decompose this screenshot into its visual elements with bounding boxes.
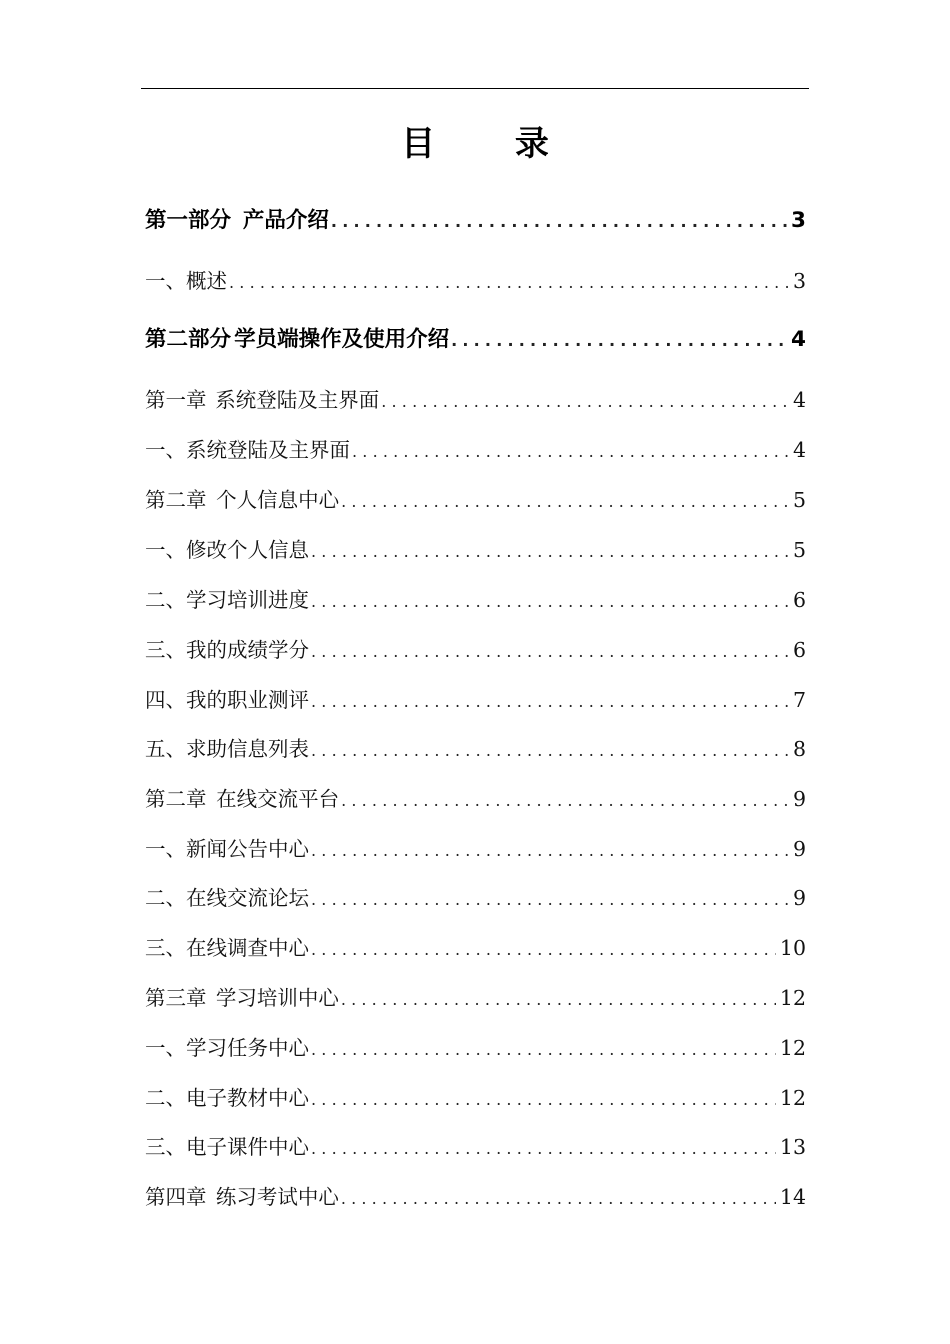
toc-entry[interactable] (145, 483, 806, 513)
toc-entry-title: 产品介绍 (242, 208, 329, 233)
toc-entry-title: 学习培训中心 (215, 986, 339, 1010)
toc-entry[interactable] (145, 832, 806, 862)
header-rule (141, 88, 809, 89)
toc-page-number: 12 (779, 986, 806, 1010)
dot-leader (311, 1090, 776, 1109)
dot-leader (311, 592, 788, 611)
toc-page-number: 9 (792, 787, 806, 811)
dot-leader (229, 273, 788, 292)
toc-page-number: 12 (779, 1086, 806, 1110)
toc-page-number: 3 (792, 269, 806, 293)
toc-page-number: 9 (792, 886, 806, 910)
toc-page-number: 6 (792, 588, 806, 612)
toc-entry-title: 一、修改个人信息 (145, 538, 309, 562)
toc-page-number: 6 (792, 638, 806, 662)
dot-leader (451, 331, 787, 350)
toc-entry[interactable] (145, 322, 806, 352)
dot-leader (311, 542, 788, 561)
toc-entry-title: 四、我的职业测评 (145, 688, 309, 712)
toc-entry[interactable] (145, 583, 806, 613)
toc-page-number: 9 (792, 837, 806, 861)
toc-entry-title: 三、我的成绩学分 (145, 638, 309, 662)
toc-entry-title: 二、学习培训进度 (145, 588, 309, 612)
toc-entry[interactable] (145, 203, 806, 233)
toc-entry[interactable] (145, 1130, 806, 1160)
toc-page-number: 14 (779, 1185, 806, 1209)
toc-entry-prefix: 第四章 (145, 1185, 207, 1209)
dot-leader (341, 791, 788, 810)
toc-page-number: 3 (791, 208, 806, 233)
dot-leader (341, 1189, 776, 1208)
dot-leader (311, 642, 788, 661)
dot-leader (381, 392, 788, 411)
toc-entry[interactable] (145, 533, 806, 563)
toc-entry[interactable] (145, 881, 806, 911)
toc-entry[interactable] (145, 633, 806, 663)
toc-entry[interactable] (145, 433, 806, 463)
dot-leader (311, 1040, 776, 1059)
toc-entry-title: 练习考试中心 (215, 1185, 339, 1209)
toc-title: 目 录 (401, 124, 583, 164)
toc-entry-title: 一、系统登陆及主界面 (145, 438, 350, 462)
toc-entry-title: 系统登陆及主界面 (215, 388, 380, 412)
toc-entry-title: 在线交流平台 (216, 787, 340, 811)
toc-page-number: 5 (792, 538, 806, 562)
dot-leader (311, 1139, 776, 1158)
dot-leader (311, 841, 788, 860)
dot-leader (341, 492, 788, 511)
toc-page-number: 4 (792, 438, 806, 462)
toc-entry-title: 五、求助信息列表 (145, 737, 309, 761)
toc-page-number: 8 (792, 737, 806, 761)
toc-entry[interactable] (145, 732, 806, 762)
toc-entry-prefix: 第三章 (145, 986, 207, 1010)
toc-entry-prefix: 第一章 (145, 388, 207, 412)
toc-entry[interactable] (145, 1180, 806, 1210)
toc-page-number: 7 (792, 688, 806, 712)
dot-leader (352, 442, 788, 461)
toc-page-number: 12 (779, 1036, 806, 1060)
toc-page-number: 5 (792, 488, 806, 512)
toc-entry[interactable] (145, 931, 806, 961)
toc-entry[interactable] (145, 383, 806, 413)
toc-entry[interactable] (145, 1031, 806, 1061)
toc-entry-title: 三、电子课件中心 (145, 1135, 309, 1159)
toc-entry[interactable] (145, 782, 806, 812)
toc-entry-prefix: 第二章 (145, 488, 207, 512)
dot-leader (331, 212, 787, 231)
toc-entry-prefix: 第二部分 (145, 327, 232, 352)
toc-page-number: 13 (779, 1135, 806, 1159)
toc-entry[interactable] (145, 683, 806, 713)
toc-entry-title: 学员端操作及使用介绍 (234, 327, 450, 352)
toc-entry-title: 三、在线调查中心 (145, 936, 309, 960)
dot-leader (311, 741, 788, 760)
toc-entry[interactable] (145, 981, 806, 1011)
toc-entry-title: 一、新闻公告中心 (145, 837, 309, 861)
toc-entry-prefix: 第一部分 (145, 208, 232, 233)
toc-entry[interactable] (145, 264, 806, 294)
toc-entry-title: 个人信息中心 (216, 488, 340, 512)
toc-entry[interactable] (145, 1081, 806, 1111)
toc-entry-prefix: 第二章 (145, 787, 207, 811)
toc-page-number: 4 (791, 327, 806, 352)
dot-leader (341, 990, 776, 1009)
dot-leader (311, 890, 788, 909)
toc-page-number: 10 (779, 936, 806, 960)
toc-entry-title: 二、在线交流论坛 (145, 886, 309, 910)
toc-entry-title: 二、电子教材中心 (145, 1086, 309, 1110)
dot-leader (311, 940, 776, 959)
toc-entry-title: 一、概述 (145, 269, 227, 293)
dot-leader (311, 692, 788, 711)
toc-page-number: 4 (792, 388, 806, 412)
toc-entry-title: 一、学习任务中心 (145, 1036, 309, 1060)
